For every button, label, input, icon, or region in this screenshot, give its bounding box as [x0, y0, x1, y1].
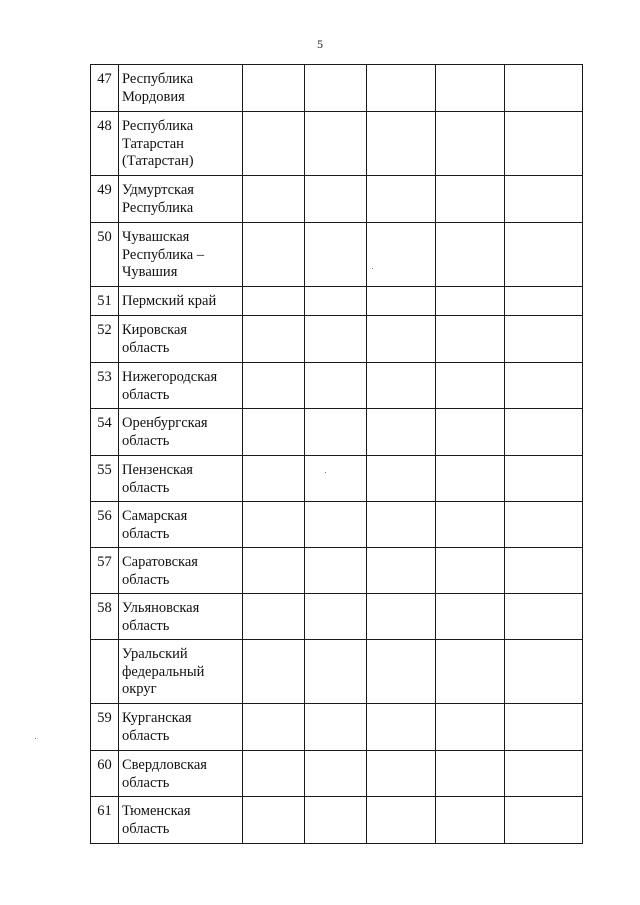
region-name-line: область: [122, 820, 170, 837]
region-name-cell: [119, 704, 243, 751]
empty-value-cell: [505, 751, 583, 797]
table-row: [91, 112, 583, 176]
row-number-cell: 51: [91, 287, 119, 316]
empty-value-cell: [505, 223, 583, 287]
region-name-cell: [119, 112, 243, 176]
region-name-cell: [119, 640, 243, 704]
empty-value-cell: [367, 548, 436, 594]
regions-table: [90, 64, 583, 844]
region-name-line: Удмуртская: [122, 182, 194, 198]
empty-value-cell: [436, 594, 505, 640]
empty-value-cell: [243, 640, 305, 704]
empty-value-cell: [367, 797, 436, 844]
empty-value-cell: [436, 751, 505, 797]
empty-value-cell: [436, 176, 505, 223]
row-number-cell: 57: [91, 548, 119, 594]
table-row: [91, 548, 583, 594]
region-name-line: Пензенская: [122, 462, 193, 478]
empty-value-cell: [367, 176, 436, 223]
row-number-cell: 58: [91, 594, 119, 640]
empty-value-cell: [243, 797, 305, 844]
empty-value-cell: [305, 751, 367, 797]
empty-value-cell: [367, 456, 436, 502]
table-row: [91, 363, 583, 409]
empty-value-cell: [436, 363, 505, 409]
region-name-line: Кировская: [122, 322, 188, 338]
region-name-cell: [119, 548, 243, 594]
empty-value-cell: [505, 502, 583, 548]
row-number-cell: 60: [91, 751, 119, 797]
empty-value-cell: [436, 797, 505, 844]
empty-value-cell: [305, 704, 367, 751]
row-number-cell: [91, 640, 119, 704]
empty-value-cell: [505, 456, 583, 502]
empty-value-cell: [243, 363, 305, 409]
region-name-line: Самарская: [122, 508, 188, 524]
row-number-cell: 56: [91, 502, 119, 548]
region-name-line: Республика: [122, 199, 194, 216]
region-name-line: область: [122, 617, 170, 634]
region-name-line: область: [122, 571, 170, 588]
empty-value-cell: [243, 594, 305, 640]
scan-speck: [325, 472, 326, 473]
region-name-cell: [119, 65, 243, 112]
scan-speck: [35, 738, 36, 739]
region-name-line: Свердловская: [122, 757, 207, 773]
empty-value-cell: [436, 548, 505, 594]
empty-value-cell: [243, 704, 305, 751]
empty-value-cell: [436, 456, 505, 502]
empty-value-cell: [305, 456, 367, 502]
region-name-line: Ульяновская: [122, 600, 200, 616]
empty-value-cell: [505, 287, 583, 316]
region-name-line: федеральный: [122, 663, 205, 680]
empty-value-cell: [305, 112, 367, 176]
region-name-line: (Татарстан): [122, 153, 194, 169]
empty-value-cell: [243, 287, 305, 316]
table-row: [91, 704, 583, 751]
region-name-line: область: [122, 727, 170, 744]
region-name-line: область: [122, 525, 170, 542]
empty-value-cell: [367, 751, 436, 797]
table-row: [91, 502, 583, 548]
region-name-cell: [119, 594, 243, 640]
empty-value-cell: [305, 502, 367, 548]
region-name-line: область: [122, 432, 170, 449]
row-number-cell: 54: [91, 409, 119, 456]
region-name-cell: [119, 751, 243, 797]
region-name-line: Республика –: [122, 246, 205, 263]
row-number-cell: 59: [91, 704, 119, 751]
region-name-cell: [119, 176, 243, 223]
empty-value-cell: [305, 65, 367, 112]
empty-value-cell: [436, 502, 505, 548]
region-name-cell: [119, 456, 243, 502]
table-row: [91, 316, 583, 363]
empty-value-cell: [305, 363, 367, 409]
region-name-line: Чувашия: [122, 264, 178, 280]
empty-value-cell: [505, 640, 583, 704]
region-name-cell: [119, 502, 243, 548]
table-row: [91, 223, 583, 287]
table-row: [91, 176, 583, 223]
region-name-cell: [119, 797, 243, 844]
empty-value-cell: [367, 640, 436, 704]
table-row: [91, 751, 583, 797]
empty-value-cell: [436, 65, 505, 112]
region-name-line: Республика: [122, 71, 194, 87]
region-name-line: Татарстан: [122, 135, 184, 152]
empty-value-cell: [305, 287, 367, 316]
region-name-line: Курганская: [122, 710, 192, 726]
empty-value-cell: [243, 223, 305, 287]
row-number-cell: 53: [91, 363, 119, 409]
region-name-cell: [119, 363, 243, 409]
row-number-cell: 48: [91, 112, 119, 176]
region-name-line: Тюменская: [122, 803, 191, 819]
empty-value-cell: [243, 751, 305, 797]
empty-value-cell: [436, 704, 505, 751]
empty-value-cell: [367, 704, 436, 751]
empty-value-cell: [436, 640, 505, 704]
empty-value-cell: [505, 112, 583, 176]
empty-value-cell: [243, 65, 305, 112]
region-name-line: Чувашская: [122, 229, 190, 245]
empty-value-cell: [305, 409, 367, 456]
region-name-cell: [119, 316, 243, 363]
empty-value-cell: [367, 502, 436, 548]
empty-value-cell: [505, 409, 583, 456]
empty-value-cell: [243, 176, 305, 223]
empty-value-cell: [436, 287, 505, 316]
row-number-cell: 55: [91, 456, 119, 502]
empty-value-cell: [243, 316, 305, 363]
empty-value-cell: [505, 704, 583, 751]
row-number-cell: 49: [91, 176, 119, 223]
empty-value-cell: [505, 65, 583, 112]
empty-value-cell: [505, 594, 583, 640]
page-number: 5: [317, 37, 323, 51]
scan-speck: [372, 268, 373, 269]
empty-value-cell: [436, 112, 505, 176]
table-row: [91, 65, 583, 112]
empty-value-cell: [505, 797, 583, 844]
table-row: [91, 594, 583, 640]
empty-value-cell: [243, 502, 305, 548]
empty-value-cell: [505, 548, 583, 594]
region-name-line: Уральский: [122, 646, 188, 662]
empty-value-cell: [505, 363, 583, 409]
empty-value-cell: [305, 797, 367, 844]
region-name-line: Саратовская: [122, 554, 198, 570]
region-name-cell: [119, 409, 243, 456]
row-number-cell: 52: [91, 316, 119, 363]
region-name-cell: [119, 287, 243, 316]
region-name-line: Пермский край: [122, 293, 217, 309]
empty-value-cell: [367, 287, 436, 316]
empty-value-cell: [505, 176, 583, 223]
row-number-cell: 61: [91, 797, 119, 844]
empty-value-cell: [243, 112, 305, 176]
empty-value-cell: [436, 223, 505, 287]
region-name-line: Мордовия: [122, 88, 185, 105]
empty-value-cell: [243, 409, 305, 456]
empty-value-cell: [367, 112, 436, 176]
empty-value-cell: [367, 409, 436, 456]
empty-value-cell: [305, 176, 367, 223]
region-name-line: округ: [122, 681, 157, 697]
empty-value-cell: [243, 548, 305, 594]
empty-value-cell: [436, 316, 505, 363]
table-row: [91, 797, 583, 844]
empty-value-cell: [505, 316, 583, 363]
empty-value-cell: [367, 316, 436, 363]
region-name-line: область: [122, 339, 170, 356]
region-name-line: область: [122, 479, 170, 496]
region-name-line: Оренбургская: [122, 415, 208, 431]
region-name-cell: [119, 223, 243, 287]
empty-value-cell: [367, 594, 436, 640]
row-number-cell: 47: [91, 65, 119, 112]
table-row: [91, 287, 583, 316]
empty-value-cell: [367, 363, 436, 409]
empty-value-cell: [367, 65, 436, 112]
empty-value-cell: [305, 548, 367, 594]
table-row: [91, 456, 583, 502]
empty-value-cell: [305, 640, 367, 704]
empty-value-cell: [305, 316, 367, 363]
region-name-line: Нижегородская: [122, 369, 218, 385]
table-body: [91, 65, 583, 844]
table-row: [91, 640, 583, 704]
empty-value-cell: [305, 223, 367, 287]
table-row: [91, 409, 583, 456]
empty-value-cell: [243, 456, 305, 502]
empty-value-cell: [436, 409, 505, 456]
row-number-cell: 50: [91, 223, 119, 287]
region-name-line: Республика: [122, 118, 194, 134]
empty-value-cell: [367, 223, 436, 287]
empty-value-cell: [305, 594, 367, 640]
region-name-line: область: [122, 774, 170, 791]
region-name-line: область: [122, 386, 170, 403]
